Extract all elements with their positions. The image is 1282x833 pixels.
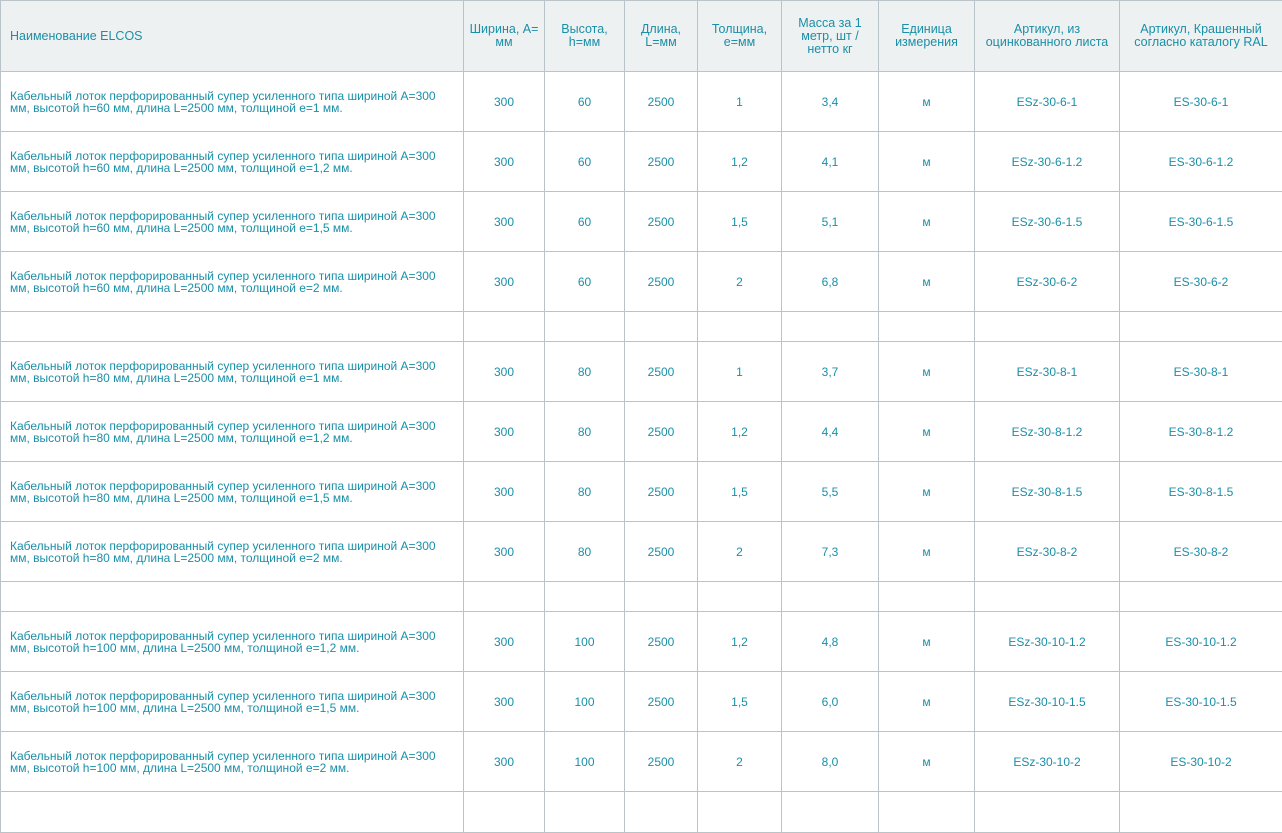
- cell-unit: м: [879, 402, 975, 462]
- cell-mass: 3,7: [782, 342, 879, 402]
- cell-height: 80: [545, 522, 625, 582]
- cell-article-painted: ES-30-6-1.5: [1120, 192, 1282, 252]
- cell-article-galv: ESz-30-10-1.5: [975, 672, 1120, 732]
- cell-height: 100: [545, 612, 625, 672]
- cell-width: 300: [464, 252, 545, 312]
- cell-unit: м: [879, 612, 975, 672]
- cell-thickness: 1,5: [698, 672, 782, 732]
- cell-article-painted: ES-30-6-1.2: [1120, 132, 1282, 192]
- cell-length: 2500: [625, 612, 698, 672]
- cell-article-galv: ESz-30-6-1: [975, 72, 1120, 132]
- cell-width: 300: [464, 522, 545, 582]
- spacer-cell: [782, 582, 879, 612]
- cell-width: 300: [464, 342, 545, 402]
- cell-width: 300: [464, 612, 545, 672]
- spacer-cell: [879, 582, 975, 612]
- cell-article-galv: ESz-30-8-1: [975, 342, 1120, 402]
- cell-height: 60: [545, 192, 625, 252]
- cell-height: 60: [545, 132, 625, 192]
- cell-article-galv: ESz-30-6-2: [975, 252, 1120, 312]
- spacer-cell: [975, 582, 1120, 612]
- cell-article-galv: ESz-30-8-1.2: [975, 402, 1120, 462]
- spacer-cell: [975, 792, 1120, 833]
- cell-height: 80: [545, 462, 625, 522]
- cell-name: Кабельный лоток перфорированный супер усиленного типа шириной А=300 мм, высотой h=80 мм, длина L=2500 мм, толщиной е=1 мм.: [1, 342, 464, 402]
- spacer-cell: [698, 582, 782, 612]
- spacer-cell: [879, 792, 975, 833]
- cell-name: Кабельный лоток перфорированный супер усиленного типа шириной А=300 мм, высотой h=60 мм, длина L=2500 мм, толщиной е=1,5 мм.: [1, 192, 464, 252]
- cell-height: 60: [545, 252, 625, 312]
- cell-article-painted: ES-30-10-1.2: [1120, 612, 1282, 672]
- spacer-cell: [545, 312, 625, 342]
- cell-height: 80: [545, 402, 625, 462]
- spacer-cell: [698, 792, 782, 833]
- table-row: [1, 72, 1282, 132]
- cell-article-painted: ES-30-8-2: [1120, 522, 1282, 582]
- cell-mass: 5,5: [782, 462, 879, 522]
- cell-unit: м: [879, 192, 975, 252]
- cell-article-galv: ESz-30-10-2: [975, 732, 1120, 792]
- cell-length: 2500: [625, 72, 698, 132]
- cell-article-galv: ESz-30-6-1.2: [975, 132, 1120, 192]
- spacer-cell: [464, 582, 545, 612]
- spacer-cell: [625, 792, 698, 833]
- cell-mass: 8,0: [782, 732, 879, 792]
- table-row: [1, 252, 1282, 312]
- table-row: [1, 192, 1282, 252]
- spacer-cell: [1, 792, 464, 833]
- cell-width: 300: [464, 192, 545, 252]
- header-height: Высота, h=мм: [545, 1, 625, 72]
- cell-length: 2500: [625, 342, 698, 402]
- table-spacer-row: [1, 582, 1282, 612]
- spacer-cell: [464, 312, 545, 342]
- cell-height: 100: [545, 732, 625, 792]
- header-width: Ширина, A= мм: [464, 1, 545, 72]
- spacer-cell: [1, 312, 464, 342]
- table-row: [1, 462, 1282, 522]
- cell-name: Кабельный лоток перфорированный супер усиленного типа шириной А=300 мм, высотой h=80 мм, длина L=2500 мм, толщиной е=1,5 мм.: [1, 462, 464, 522]
- spacer-cell: [1120, 582, 1282, 612]
- table-row: [1, 402, 1282, 462]
- cell-unit: м: [879, 132, 975, 192]
- cell-width: 300: [464, 72, 545, 132]
- cell-name: Кабельный лоток перфорированный супер усиленного типа шириной А=300 мм, высотой h=100 мм, длина L=2500 мм, толщиной е=2 мм.: [1, 732, 464, 792]
- cell-thickness: 1: [698, 72, 782, 132]
- cell-width: 300: [464, 732, 545, 792]
- cell-height: 80: [545, 342, 625, 402]
- cell-width: 300: [464, 402, 545, 462]
- cell-article-painted: ES-30-6-1: [1120, 72, 1282, 132]
- spacer-cell: [1120, 312, 1282, 342]
- cell-thickness: 1,2: [698, 402, 782, 462]
- cell-mass: 6,8: [782, 252, 879, 312]
- header-thickness: Толщина, e=мм: [698, 1, 782, 72]
- spacer-cell: [782, 312, 879, 342]
- cell-length: 2500: [625, 522, 698, 582]
- cell-article-galv: ESz-30-8-1.5: [975, 462, 1120, 522]
- cell-height: 60: [545, 72, 625, 132]
- cell-thickness: 1,2: [698, 132, 782, 192]
- header-unit: Единица измерения: [879, 1, 975, 72]
- cell-name: Кабельный лоток перфорированный супер усиленного типа шириной А=300 мм, высотой h=100 мм, длина L=2500 мм, толщиной е=1,2 мм.: [1, 612, 464, 672]
- table-row: [1, 672, 1282, 732]
- cell-length: 2500: [625, 462, 698, 522]
- cell-width: 300: [464, 672, 545, 732]
- cell-thickness: 2: [698, 732, 782, 792]
- spacer-cell: [698, 312, 782, 342]
- cell-mass: 3,4: [782, 72, 879, 132]
- cell-article-painted: ES-30-8-1.5: [1120, 462, 1282, 522]
- cell-name: Кабельный лоток перфорированный супер усиленного типа шириной А=300 мм, высотой h=60 мм, длина L=2500 мм, толщиной е=1,2 мм.: [1, 132, 464, 192]
- cell-thickness: 2: [698, 522, 782, 582]
- header-article-painted: Артикул, Крашенный согласно каталогу RAL: [1120, 1, 1282, 72]
- cell-unit: м: [879, 522, 975, 582]
- cell-width: 300: [464, 132, 545, 192]
- cell-article-galv: ESz-30-10-1.2: [975, 612, 1120, 672]
- table-row: [1, 732, 1282, 792]
- cell-unit: м: [879, 72, 975, 132]
- cell-article-painted: ES-30-8-1: [1120, 342, 1282, 402]
- header-name: Наименование ELCOS: [1, 1, 464, 72]
- spacer-cell: [545, 792, 625, 833]
- header-article-galv: Артикул, из оцинкованного листа: [975, 1, 1120, 72]
- cell-article-painted: ES-30-8-1.2: [1120, 402, 1282, 462]
- cell-length: 2500: [625, 132, 698, 192]
- cell-article-painted: ES-30-10-1.5: [1120, 672, 1282, 732]
- table-row: [1, 522, 1282, 582]
- cell-thickness: 1,2: [698, 612, 782, 672]
- table-spacer-row: [1, 792, 1282, 833]
- cell-mass: 7,3: [782, 522, 879, 582]
- cell-length: 2500: [625, 192, 698, 252]
- cell-unit: м: [879, 732, 975, 792]
- cell-name: Кабельный лоток перфорированный супер усиленного типа шириной А=300 мм, высотой h=80 мм, длина L=2500 мм, толщиной е=2 мм.: [1, 522, 464, 582]
- spacer-cell: [1120, 792, 1282, 833]
- table-row: [1, 342, 1282, 402]
- cell-mass: 4,8: [782, 612, 879, 672]
- cell-unit: м: [879, 252, 975, 312]
- cell-thickness: 1,5: [698, 462, 782, 522]
- spacer-cell: [625, 582, 698, 612]
- cell-article-painted: ES-30-10-2: [1120, 732, 1282, 792]
- header-length: Длина, L=мм: [625, 1, 698, 72]
- cell-name: Кабельный лоток перфорированный супер усиленного типа шириной А=300 мм, высотой h=60 мм, длина L=2500 мм, толщиной е=2 мм.: [1, 252, 464, 312]
- spacer-cell: [1, 582, 464, 612]
- cell-article-galv: ESz-30-6-1.5: [975, 192, 1120, 252]
- cell-thickness: 2: [698, 252, 782, 312]
- cell-name: Кабельный лоток перфорированный супер усиленного типа шириной А=300 мм, высотой h=100 мм, длина L=2500 мм, толщиной е=1,5 мм.: [1, 672, 464, 732]
- spacer-cell: [464, 792, 545, 833]
- cell-length: 2500: [625, 672, 698, 732]
- cell-name: Кабельный лоток перфорированный супер усиленного типа шириной А=300 мм, высотой h=60 мм, длина L=2500 мм, толщиной е=1 мм.: [1, 72, 464, 132]
- cell-article-painted: ES-30-6-2: [1120, 252, 1282, 312]
- header-mass: Масса за 1 метр, шт / нетто кг: [782, 1, 879, 72]
- cell-mass: 4,1: [782, 132, 879, 192]
- cell-length: 2500: [625, 252, 698, 312]
- spacer-cell: [545, 582, 625, 612]
- cell-mass: 5,1: [782, 192, 879, 252]
- cell-mass: 6,0: [782, 672, 879, 732]
- table-row: [1, 132, 1282, 192]
- cell-unit: м: [879, 462, 975, 522]
- cell-length: 2500: [625, 732, 698, 792]
- spacer-cell: [975, 312, 1120, 342]
- cell-length: 2500: [625, 402, 698, 462]
- cell-unit: м: [879, 672, 975, 732]
- cell-width: 300: [464, 462, 545, 522]
- cell-article-galv: ESz-30-8-2: [975, 522, 1120, 582]
- cell-thickness: 1: [698, 342, 782, 402]
- cell-thickness: 1,5: [698, 192, 782, 252]
- table-row: [1, 612, 1282, 672]
- cell-mass: 4,4: [782, 402, 879, 462]
- table-spacer-row: [1, 312, 1282, 342]
- spacer-cell: [625, 312, 698, 342]
- table-header-row: [1, 1, 1282, 72]
- spacer-cell: [879, 312, 975, 342]
- cell-name: Кабельный лоток перфорированный супер усиленного типа шириной А=300 мм, высотой h=80 мм, длина L=2500 мм, толщиной е=1,2 мм.: [1, 402, 464, 462]
- cell-height: 100: [545, 672, 625, 732]
- spacer-cell: [782, 792, 879, 833]
- cell-unit: м: [879, 342, 975, 402]
